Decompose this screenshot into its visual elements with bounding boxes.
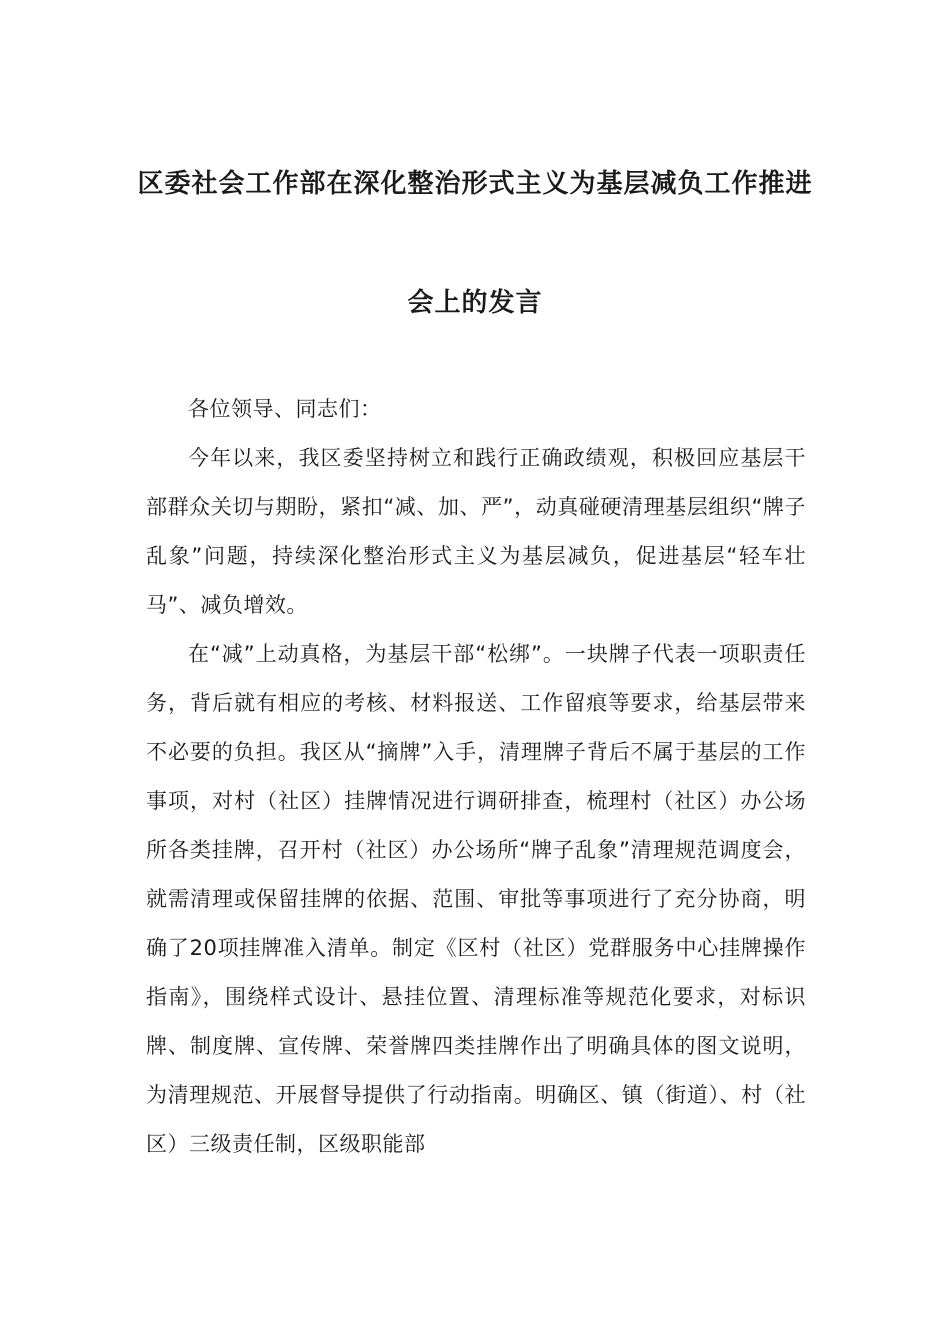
document-title-line-2: 会上的发言	[407, 288, 543, 318]
greeting: 各位领导、同志们：	[188, 397, 382, 421]
paragraph-intro: 今年以来，我区委坚持树立和践行正确政绩观，积极回应基层干部群众关切与期盼，紧扣“减、加、严”，动真碰硬清理基层组织“牌子乱象”问题，持续深化整治形式主义为基层减负，促进基层“轻车壮马”、减负增效。	[146, 446, 806, 617]
document-title-line-1: 区委社会工作部在深化整治形式主义为基层减负工作推进	[137, 169, 813, 199]
paragraph-reduce: 在“减”上动真格，为基层干部“松绑”。一块牌子代表一项职责任务，背后就有相应的考核、材料报送、工作留痕等要求，给基层带来不必要的负担。我区从“摘牌”入手，清理牌子背后不属于基层的工作事项，对村（社区）挂牌情况进行调研排查，梳理村（社区）办公场所各类挂牌，召开村（社区）办公场所“牌子乱象”清理规范调度会，就需清理或保留挂牌的依据、范围、审批等事项进行了充分协商，明确了20项挂牌准入清单。制定《区村（社区）党群服务中心挂牌操作指南》，围绕样式设计、悬挂位置、清理标准等规范化要求，对标识牌、制度牌、宣传牌、荣誉牌四类挂牌作出了明确具体的图文说明，为清理规范、开展督导提供了行动指南。明确区、镇（街道）、村（社区）三级责任制，区级职能部	[146, 642, 806, 1156]
document-body	[146, 385, 806, 1169]
